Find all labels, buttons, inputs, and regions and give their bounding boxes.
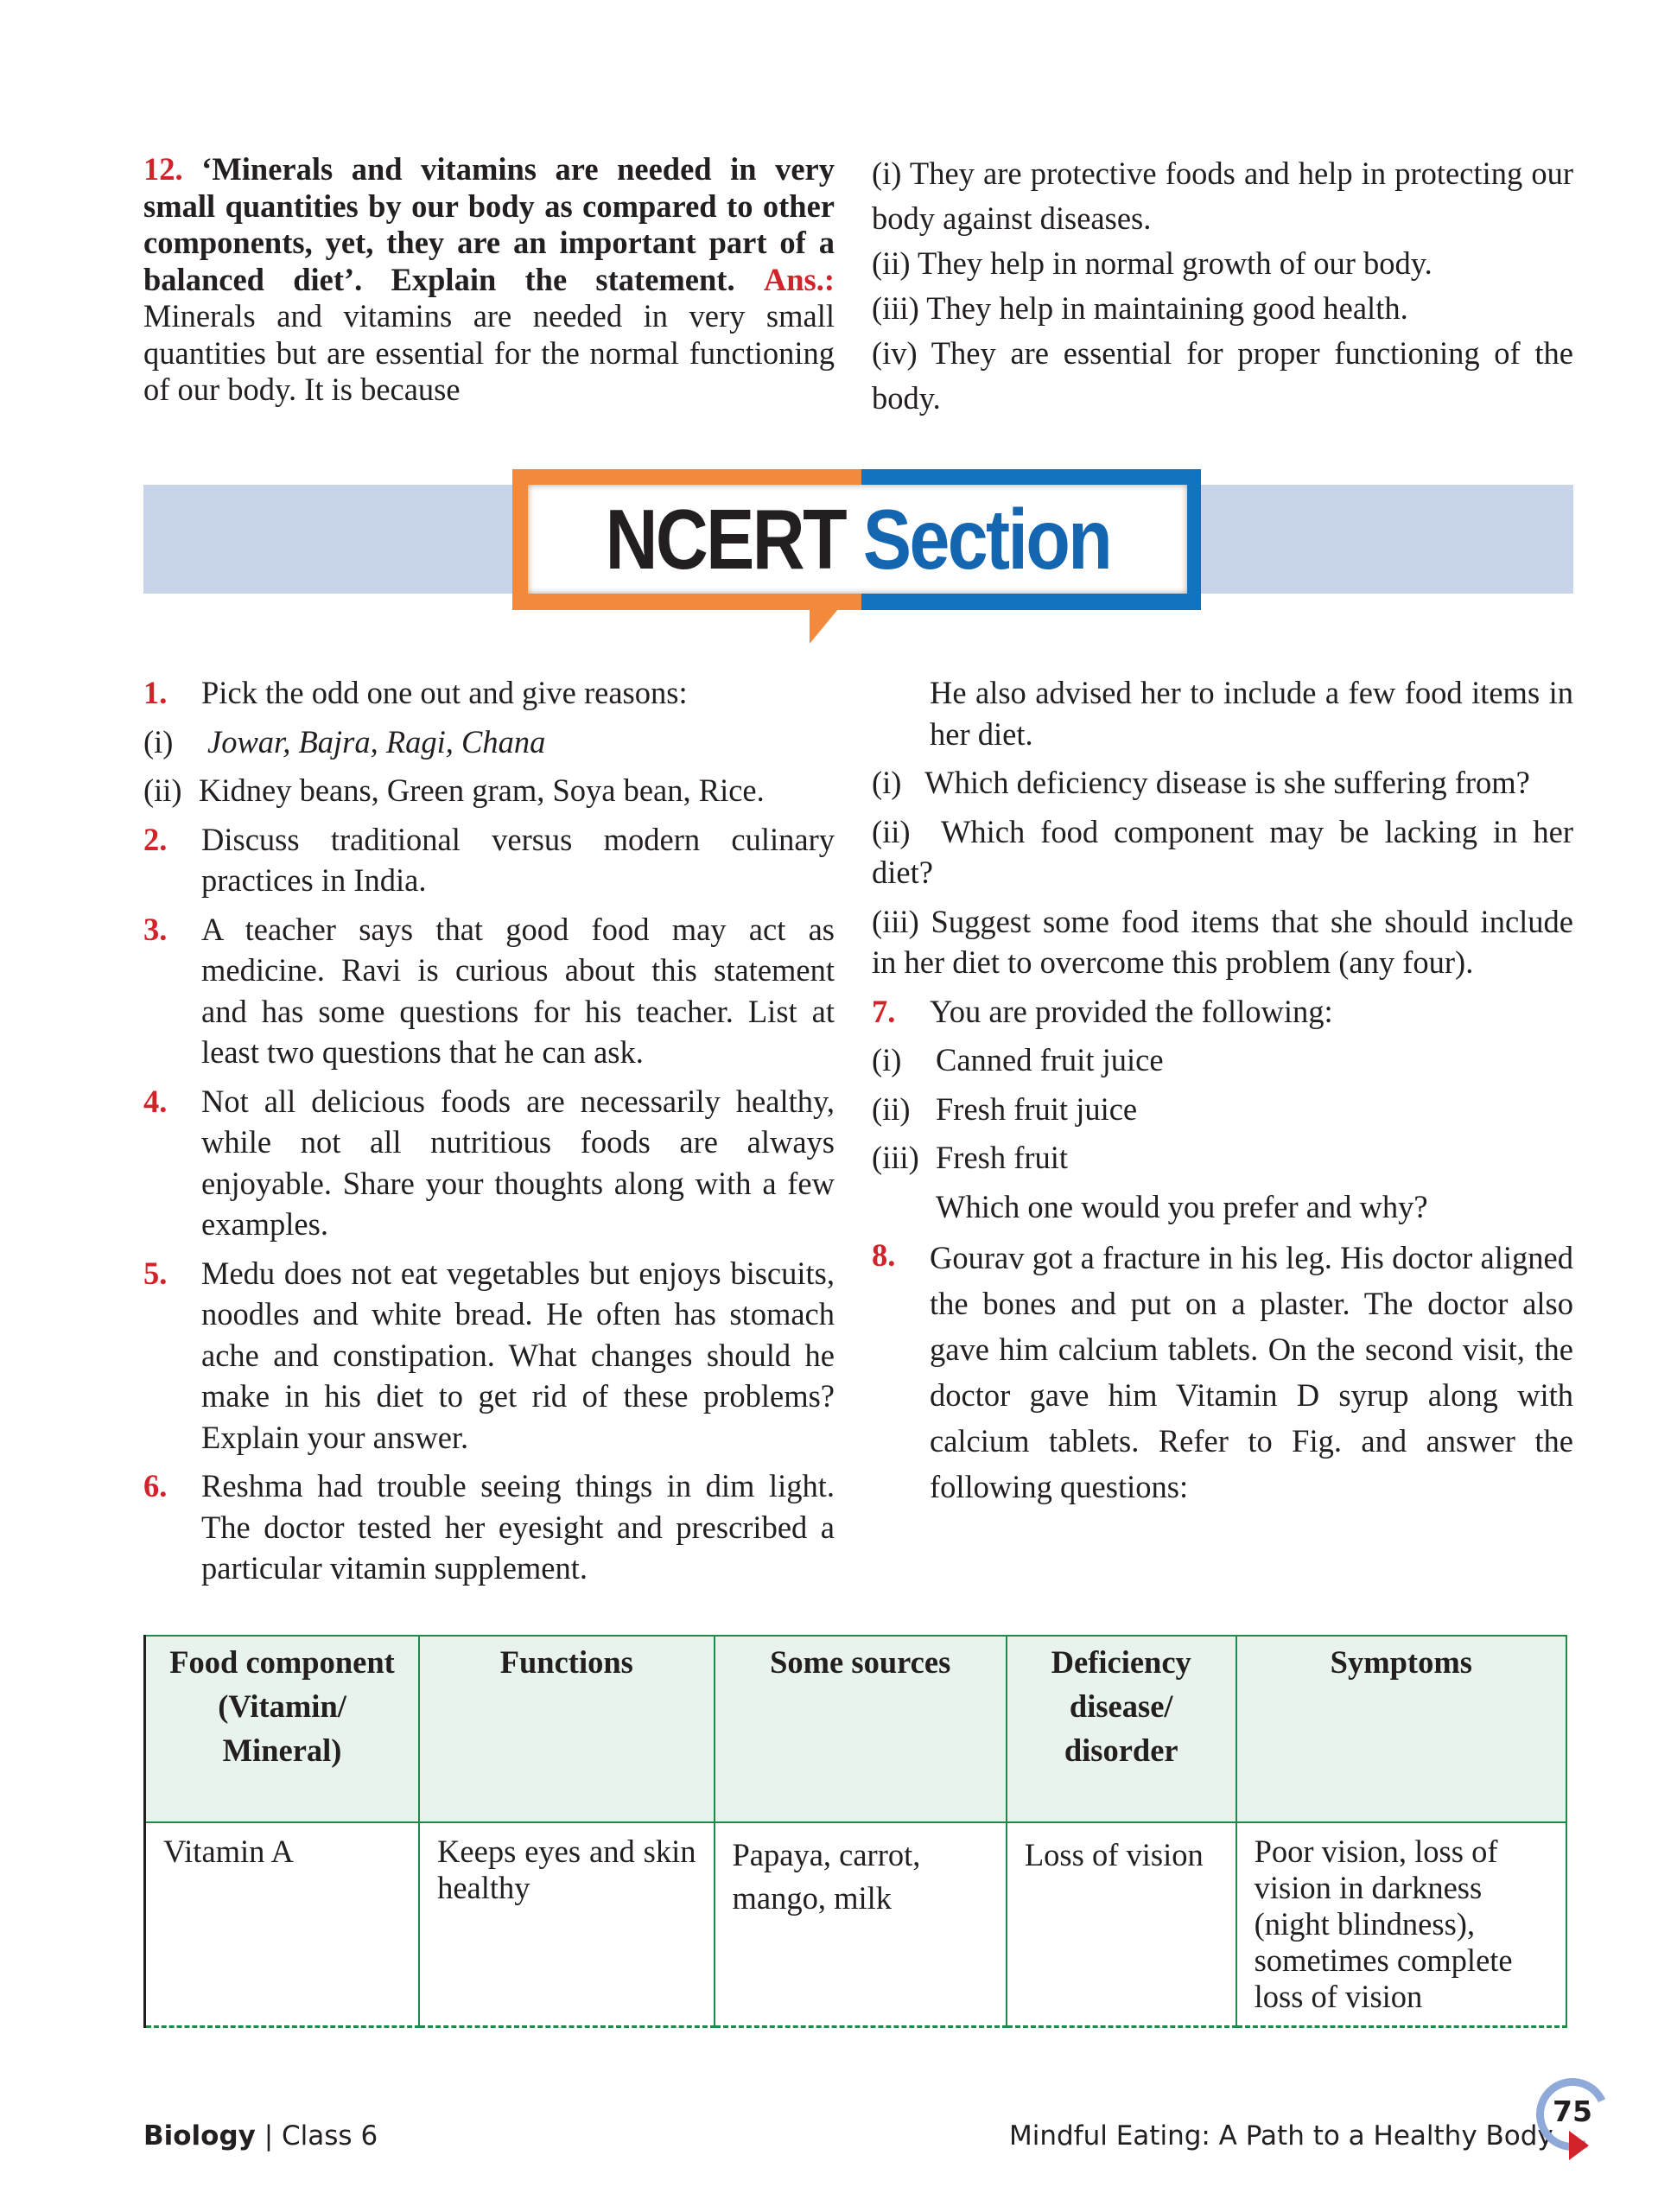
- class-name: Class 6: [282, 2120, 378, 2152]
- column-header-sources: Some sources: [715, 1636, 1007, 1822]
- answer-point: (iii) They help in maintaining good health.: [872, 290, 1408, 326]
- question-text: Medu does not eat vegetables but enjoys biscuits, noodles and white bread. He often has stomach ache and constipation. What changes should he make in his diet to get rid of these problems? Explain your answer.: [201, 1255, 835, 1455]
- answer-point: (iv) They are essential for proper functioning of the body.: [872, 335, 1573, 416]
- column-header-functions: Functions: [419, 1636, 714, 1822]
- question-number: 5.: [143, 1255, 168, 1291]
- question-text: Pick the odd one out and give reasons:: [201, 675, 688, 710]
- question-1: [143, 672, 835, 714]
- question-6-continued: He also advised her to include a few food items in her diet.: [930, 675, 1573, 752]
- sub-question: [872, 811, 1573, 893]
- sub-label: (i): [872, 765, 902, 800]
- sub-label: (i): [872, 1042, 902, 1077]
- question-text: Reshma had trouble seeing things in dim light. The doctor tested her eyesight and prescribed a particular vitamin supplement.: [201, 1468, 835, 1586]
- question-text: You are provided the following:: [930, 993, 1333, 1029]
- next-page-arrow-icon: [1569, 2131, 1589, 2160]
- sub-label: (iii): [872, 1140, 919, 1175]
- question-number: 1.: [143, 675, 168, 710]
- question-5: [143, 1253, 835, 1459]
- sub-label: (ii): [143, 772, 182, 808]
- cell-deficiency: Loss of vision: [1007, 1822, 1236, 2027]
- sub-question: [872, 762, 1573, 804]
- question-12: [143, 151, 835, 409]
- question-7: [872, 991, 1573, 1033]
- vitamin-mineral-table: [143, 1635, 1567, 2028]
- question-text: ‘Minerals and vitamins are needed in very small quantities by our body as compared to other components, yet, they are an important part of a balanced diet’. Explain the statement.: [143, 151, 835, 297]
- heading-ncert: NCERT: [605, 491, 845, 587]
- question-number: 4.: [143, 1083, 168, 1119]
- sub-text: Which food component may be lacking in her diet?: [872, 813, 1574, 890]
- question-7-followup: Which one would you prefer and why?: [936, 1188, 1428, 1224]
- answer-points: [872, 151, 1573, 421]
- sub-question: [872, 1137, 1573, 1179]
- question-number: 6.: [143, 1468, 168, 1503]
- cell-sources: Papaya, carrot, mango, milk: [715, 1822, 1007, 2027]
- table-header-row: [145, 1636, 1567, 1822]
- table-row: [145, 1822, 1567, 2027]
- question-number: 8.: [872, 1237, 896, 1273]
- question-text: A teacher says that good food may act as medicine. Ravi is curious about this statement and has some questions for his teacher. List at least two questions that he can ask.: [201, 911, 835, 1070]
- sub-text: Suggest some food items that she should include in her diet to overcome this problem (any four).: [872, 903, 1573, 980]
- sub-question: [872, 901, 1573, 983]
- sub-text: Fresh fruit: [936, 1140, 1069, 1175]
- column-header-deficiency: Deficiency disease/ disorder: [1007, 1636, 1236, 1822]
- sub-text: Fresh fruit juice: [936, 1090, 1138, 1127]
- question-number: 3.: [143, 911, 168, 947]
- question-text: Not all delicious foods are necessarily healthy, while not all nutritious foods are always enjoyable. Share your thoughts along with a few examples.: [201, 1083, 835, 1242]
- sub-text: Canned fruit juice: [936, 1042, 1164, 1077]
- footer-chapter-title: Mindful Eating: A Path to a Healthy Body: [1009, 2120, 1553, 2152]
- sub-text: Kidney beans, Green gram, Soya bean, Rice.: [199, 772, 765, 808]
- cell-component: Vitamin A: [145, 1822, 420, 2027]
- cell-symptoms: Poor vision, loss of vision in darkness (night blindness), sometimes complete loss of vision: [1236, 1822, 1566, 2027]
- question-number: 7.: [872, 993, 896, 1029]
- column-header-symptoms: Symptoms: [1236, 1636, 1566, 1822]
- footer-separator: |: [255, 2120, 283, 2152]
- sub-label: (ii): [872, 1090, 911, 1127]
- cell-functions: Keeps eyes and skin healthy: [419, 1822, 714, 2027]
- answer-label: Ans.:: [763, 261, 835, 297]
- column-header-food-component: Food component (Vitamin/ Mineral): [145, 1636, 420, 1822]
- question-number: 12.: [143, 151, 183, 187]
- sub-question: [143, 770, 835, 811]
- section-heading: [605, 491, 1110, 588]
- subject-name: Biology: [143, 2120, 256, 2152]
- sub-text: Which deficiency disease is she suffering from?: [924, 765, 1530, 800]
- questions-right-column: [872, 672, 1573, 1510]
- question-3: [143, 909, 835, 1073]
- answer-intro: Minerals and vitamins are needed in very small quantities but are essential for the normal functioning of our body. It is because: [143, 298, 835, 407]
- speech-bubble-tail-icon: [810, 609, 838, 644]
- question-2: [143, 819, 835, 901]
- section-heading-badge: [528, 485, 1187, 594]
- answer-point: (ii) They help in normal growth of our body.: [872, 245, 1432, 281]
- sub-question: [872, 1039, 1573, 1081]
- answer-point: (i) They are protective foods and help in protecting our body against diseases.: [872, 156, 1573, 236]
- question-6: [143, 1465, 835, 1589]
- sub-text: Jowar, Bajra, Ragi, Chana: [207, 723, 546, 760]
- question-4: [143, 1081, 835, 1245]
- questions-left-column: [143, 672, 835, 1589]
- sub-question: [143, 721, 835, 763]
- question-text: Discuss traditional versus modern culinary practices in India.: [201, 821, 835, 898]
- question-number: 2.: [143, 821, 168, 857]
- question-8: [872, 1235, 1573, 1510]
- sub-label: (ii): [872, 813, 911, 849]
- question-text: Gourav got a fracture in his leg. His doctor aligned the bones and put on a plaster. The doctor also gave him calcium tablets. On the second visit, the doctor gave him Vitamin D syrup along with calcium tablets. Refer to Fig. and answer the following questions:: [930, 1240, 1573, 1504]
- sub-question: [872, 1089, 1573, 1130]
- heading-section: Section: [862, 491, 1110, 587]
- footer-subject: [143, 2120, 378, 2152]
- page-number: 75: [1553, 2094, 1592, 2128]
- sub-label: (i): [143, 723, 174, 760]
- sub-label: (iii): [872, 903, 919, 939]
